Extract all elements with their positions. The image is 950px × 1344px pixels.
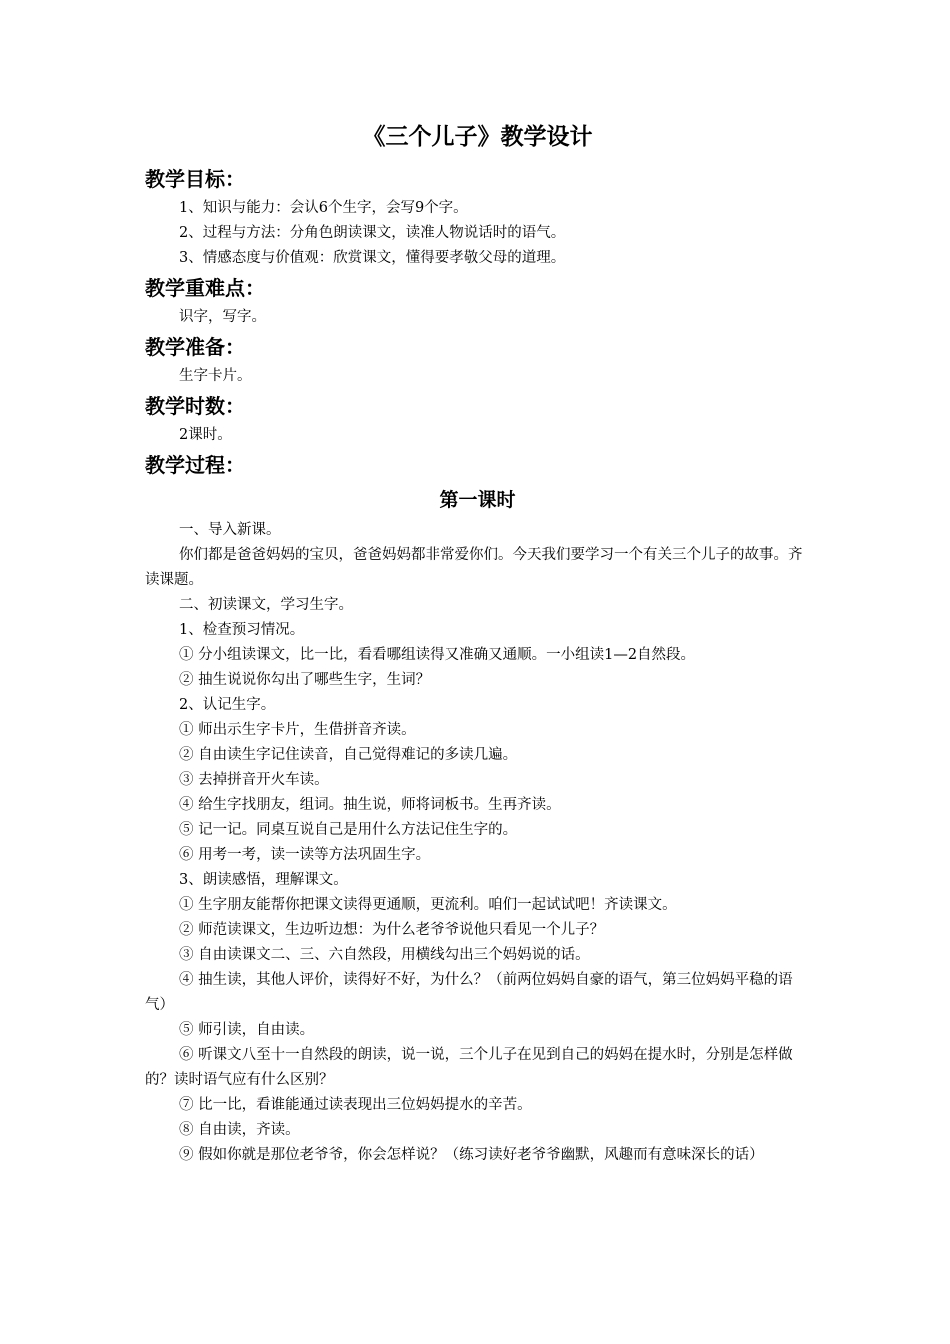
goals-heading: 教学目标： [145,167,245,191]
preparation-heading: 教学准备： [145,335,245,359]
process-heading: 教学过程： [145,453,245,477]
goal-item: 2、过程与方法：分角色朗读课文，读准人物说话时的语气。 [179,225,566,241]
goal-item: 1、知识与能力：会认6个生字，会写9个字。 [179,200,468,216]
process-paragraph: 二、初读课文，学习生字。 [179,597,353,613]
process-paragraph: ② 自由读生字记住读音，自己觉得难记的多读几遍。 [179,747,518,763]
process-paragraph: 3、朗读感悟，理解课文。 [179,872,348,888]
hours-text: 2课时。 [179,427,232,443]
process-paragraph: ⑦ 比一比，看谁能通过读表现出三位妈妈提水的辛苦。 [179,1097,532,1113]
process-body [145,518,810,1168]
goal-item: 3、情感态度与价值观：欣赏课文，懂得要孝敬父母的道理。 [179,250,566,266]
process-paragraph: ① 分小组读课文，比一比，看看哪组读得又准确又通顺。一小组读1—2自然段。 [179,647,696,663]
process-paragraph: ⑥ 用考一考，读一读等方法巩固生字。 [179,847,431,863]
process-paragraph: ② 师范读课文，生边听边想：为什么老爷爷说他只看见一个儿子？ [179,922,605,938]
process-paragraph: ① 师出示生字卡片，生借拼音齐读。 [179,722,416,738]
process-paragraph: ② 抽生说说你勾出了哪些生字，生词？ [179,672,431,688]
lesson-subtitle: 第一课时 [439,489,516,511]
process-paragraph: ④ 抽生读，其他人评价，读得好不好，为什么？（前两位妈妈自豪的语气，第三位妈妈平稳的语气） [145,972,793,1013]
key-points-text: 识字，写字。 [179,309,266,325]
process-paragraph: ③ 自由读课文二、三、六自然段，用横线勾出三个妈妈说的话。 [179,947,590,963]
process-paragraph: 你们都是爸爸妈妈的宝贝，爸爸妈妈都非常爱你们。今天我们要学习一个有关三个儿子的故事。齐读课题。 [145,547,803,588]
hours-heading: 教学时数： [145,394,245,418]
process-paragraph: ⑥ 听课文八至十一自然段的朗读，说一说，三个儿子在见到自己的妈妈在提水时，分别是怎样做的？读时语气应有什么区别？ [145,1047,793,1088]
process-paragraph: 一、导入新课。 [179,522,281,538]
key-points-heading: 教学重难点： [145,276,265,300]
process-paragraph: ⑧ 自由读，齐读。 [179,1122,300,1138]
preparation-text: 生字卡片。 [179,368,252,384]
document-page [145,118,810,1168]
process-paragraph: 1、检查预习情况。 [179,622,305,638]
process-paragraph: ⑨ 假如你就是那位老爷爷，你会怎样说？（练习读好老爷爷幽默，风趣而有意味深长的话） [179,1147,764,1163]
process-paragraph: ① 生字朋友能帮你把课文读得更通顺，更流利。咱们一起试试吧！齐读课文。 [179,897,677,913]
document-title: 《三个儿子》教学设计 [362,123,593,150]
process-paragraph: 2、认记生字。 [179,697,276,713]
process-paragraph: ⑤ 记一记。同桌互说自己是用什么方法记住生字的。 [179,822,518,838]
process-paragraph: ④ 给生字找朋友，组词。抽生说，师将词板书。生再齐读。 [179,797,561,813]
process-paragraph: ③ 去掉拼音开火车读。 [179,772,329,788]
process-paragraph: ⑤ 师引读，自由读。 [179,1022,315,1038]
